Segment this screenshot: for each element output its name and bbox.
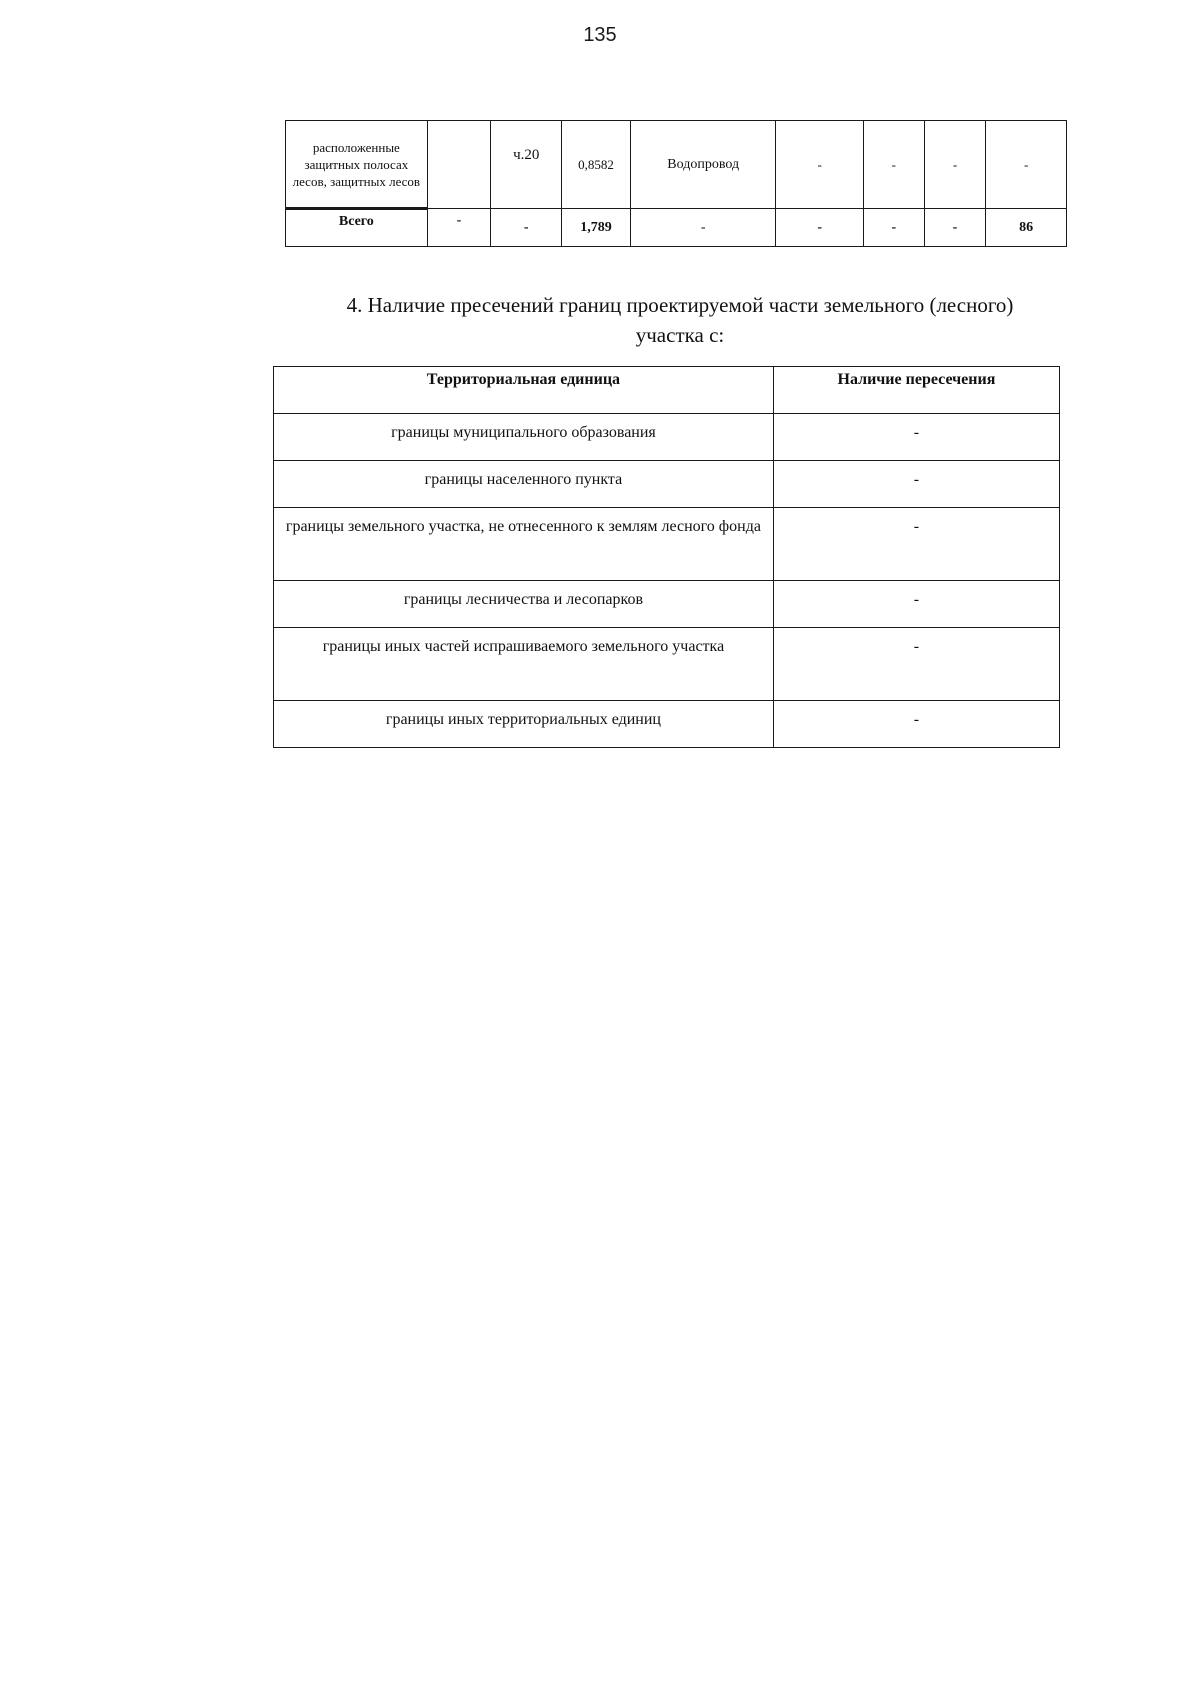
intersection-value: - <box>773 461 1059 508</box>
intersection-value: - <box>773 581 1059 628</box>
section-heading-line2: участка с: <box>635 323 725 347</box>
table-cell: - <box>427 209 491 247</box>
table-cell: расположенные защитных полосах лесов, защитных лесов <box>286 121 428 209</box>
territorial-unit: границы иных частей испрашиваемого земельного участка <box>274 628 774 701</box>
intersection-value: - <box>773 414 1059 461</box>
table-cell <box>427 121 491 209</box>
table-cell: - <box>776 209 864 247</box>
table-row <box>286 121 1067 209</box>
table-cell: ч.20 <box>491 121 562 209</box>
total-count: 86 <box>986 209 1067 247</box>
table-row <box>274 628 1060 701</box>
header-territorial-unit: Территориальная единица <box>274 367 774 414</box>
territorial-unit: границы муниципального образования <box>274 414 774 461</box>
section-heading-line1: 4. Наличие пресечений границ проектируемой части земельного (лесного) <box>346 293 1014 317</box>
intersection-value: - <box>773 508 1059 581</box>
table-cell: 0,8582 <box>562 121 631 209</box>
forest-plot-table <box>285 120 1067 247</box>
intersection-value: - <box>773 701 1059 748</box>
territorial-unit: границы населенного пункта <box>274 461 774 508</box>
table-header-row <box>274 367 1060 414</box>
table-row <box>274 414 1060 461</box>
table-row-total <box>286 209 1067 247</box>
table-cell: - <box>863 121 924 209</box>
table-cell: - <box>776 121 864 209</box>
table-cell: - <box>986 121 1067 209</box>
total-area: 1,789 <box>562 209 631 247</box>
table-cell: Водопровод <box>630 121 776 209</box>
intersection-value: - <box>773 628 1059 701</box>
intersections-table <box>273 366 1060 748</box>
table-row <box>274 581 1060 628</box>
table-cell: - <box>630 209 776 247</box>
table-row <box>274 701 1060 748</box>
table-cell: - <box>924 209 986 247</box>
table-cell: - <box>924 121 986 209</box>
territorial-unit: границы лесничества и лесопарков <box>274 581 774 628</box>
section-heading <box>300 290 1060 350</box>
table-row <box>274 508 1060 581</box>
total-label: Всего <box>286 209 428 247</box>
territorial-unit: границы иных территориальных единиц <box>274 701 774 748</box>
table-cell: - <box>863 209 924 247</box>
table-cell: - <box>491 209 562 247</box>
table-row <box>274 461 1060 508</box>
page-number: 135 <box>583 24 617 46</box>
territorial-unit: границы земельного участка, не отнесенного к землям лесного фонда <box>274 508 774 581</box>
header-intersection: Наличие пересечения <box>773 367 1059 414</box>
